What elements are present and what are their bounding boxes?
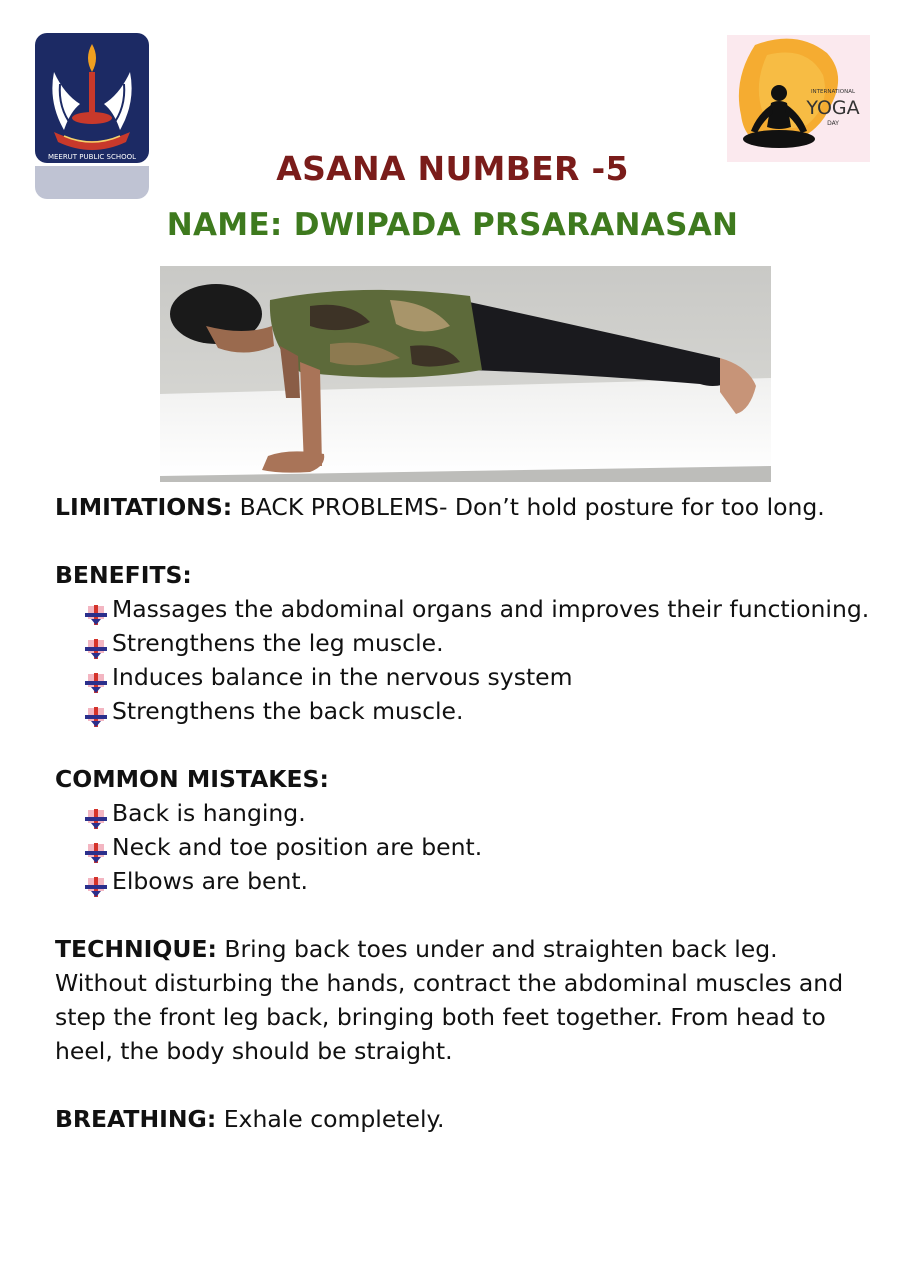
mistakes-heading: COMMON MISTAKES: [55, 765, 329, 793]
asana-number-title: ASANA NUMBER -5 [276, 149, 629, 188]
limitations-line [55, 490, 875, 524]
breathing-label: BREATHING: [55, 1105, 217, 1133]
plus-arrow-bullet-icon [85, 804, 107, 824]
benefits-heading: BENEFITS: [55, 561, 192, 589]
asana-details [55, 490, 875, 1136]
list-item [85, 830, 875, 864]
asana-photo [160, 266, 771, 482]
list-item [85, 694, 875, 728]
technique-text: Bring back toes under and straighten back leg. Without disturbing the hands, contract the abdominal muscles and step the front leg back, bringing both feet together. From head to heel, the body should be straight. [55, 935, 844, 1065]
list-item-text: Elbows are bent. [112, 867, 309, 895]
technique-paragraph [55, 932, 875, 1068]
yoga-logo-text-2: YOGA [806, 97, 860, 119]
list-item-text: Strengthens the back muscle. [112, 697, 464, 725]
plus-arrow-bullet-icon [85, 872, 107, 892]
list-item-text: Back is hanging. [112, 799, 306, 827]
asana-name-title: NAME: DWIPADA PRSARANASAN [166, 207, 739, 243]
list-item [85, 660, 875, 694]
benefits-list [55, 592, 875, 728]
yoga-logo-text-1: INTERNATIONAL [810, 89, 856, 95]
plus-arrow-bullet-icon [85, 838, 107, 858]
list-item [85, 864, 875, 898]
limitations-label: LIMITATIONS: [55, 493, 233, 521]
plus-arrow-bullet-icon [85, 600, 107, 620]
technique-label: TECHNIQUE: [55, 935, 217, 963]
list-item [85, 626, 875, 660]
list-item-text: Neck and toe position are bent. [112, 833, 483, 861]
breathing-line [55, 1102, 875, 1136]
list-item-text: Strengthens the leg muscle. [112, 629, 444, 657]
mistakes-list [55, 796, 875, 898]
plus-arrow-bullet-icon [85, 702, 107, 722]
yoga-day-logo [727, 35, 870, 162]
limitations-text: BACK PROBLEMS- Don’t hold posture for too long. [232, 493, 825, 521]
school-logo-text: MEERUT PUBLIC SCHOOL [47, 153, 137, 161]
school-logo [34, 32, 150, 164]
plus-arrow-bullet-icon [85, 634, 107, 654]
yoga-logo-text-3: DAY [827, 120, 839, 127]
list-item [85, 796, 875, 830]
list-item-text: Massages the abdominal organs and improves their functioning. [112, 595, 870, 623]
list-item-text: Induces balance in the nervous system [112, 663, 573, 691]
list-item [85, 592, 875, 626]
plus-arrow-bullet-icon [85, 668, 107, 688]
breathing-text: Exhale completely. [216, 1105, 445, 1133]
